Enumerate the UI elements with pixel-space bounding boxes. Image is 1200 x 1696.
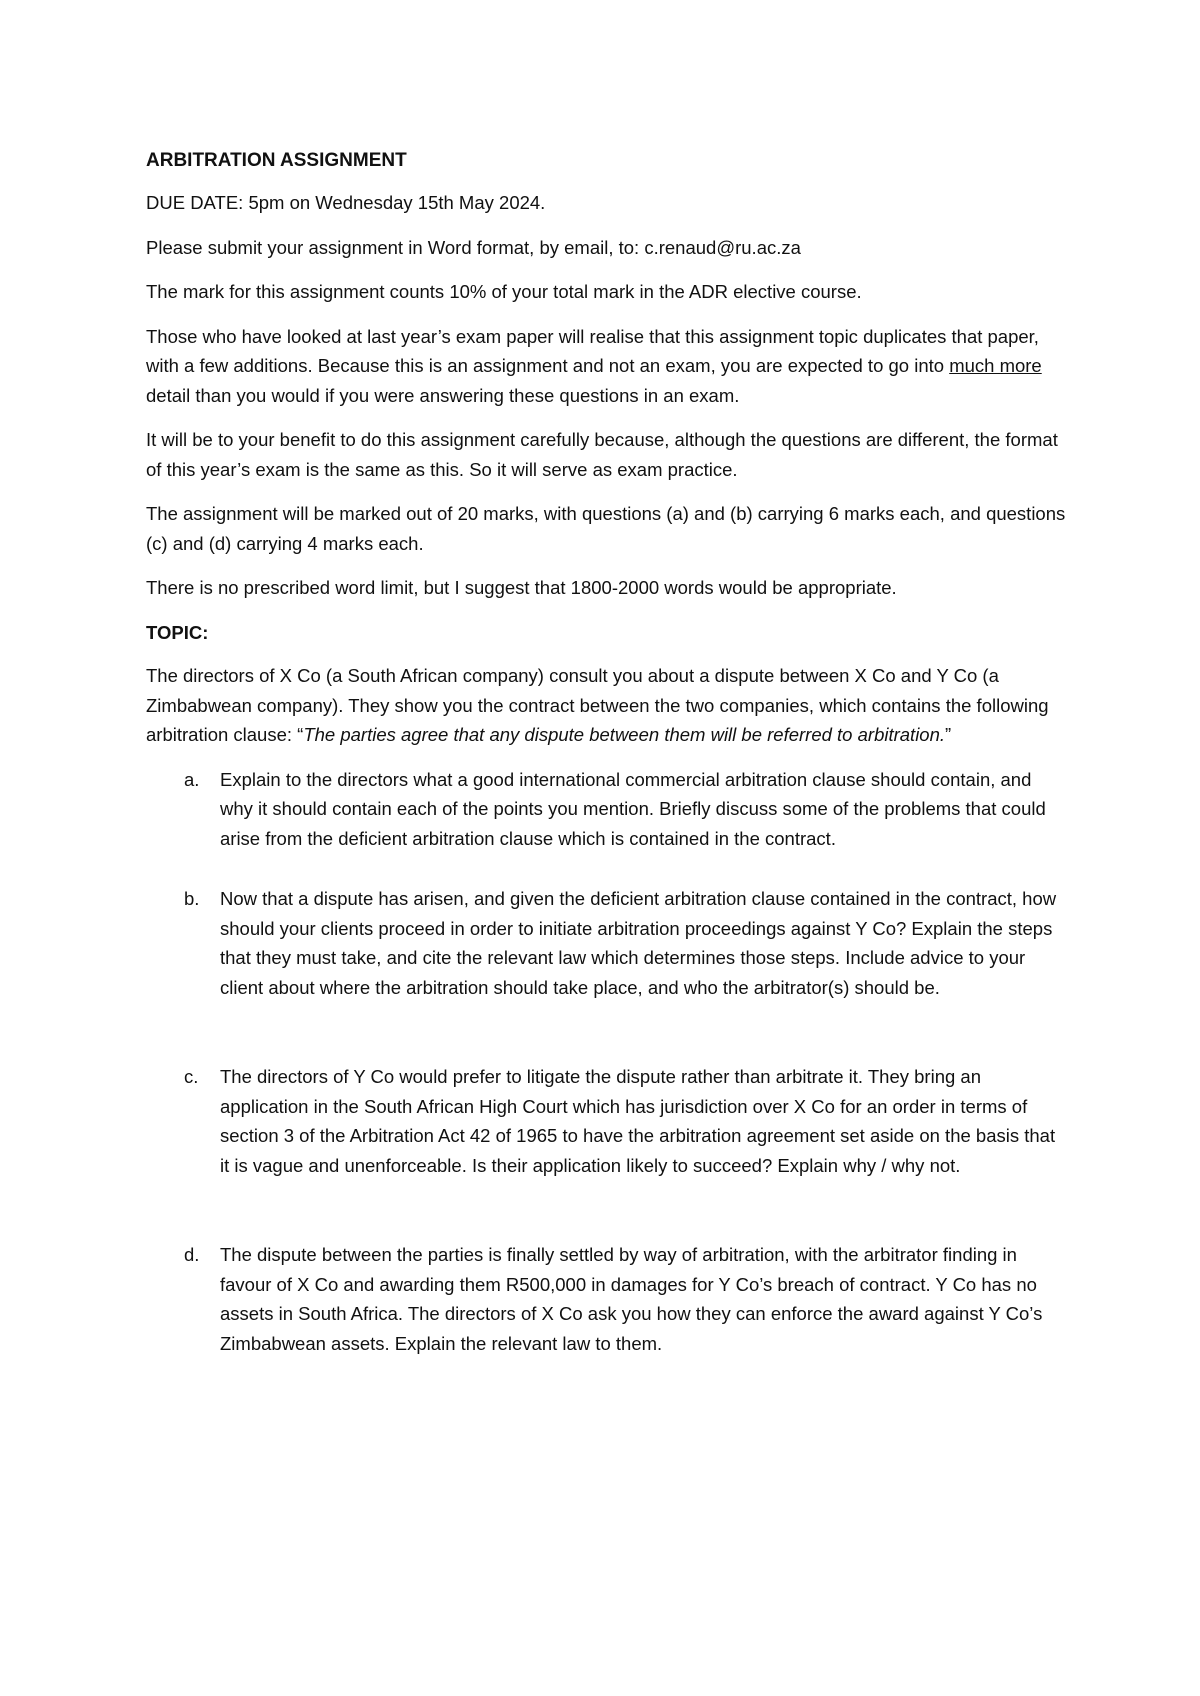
topic-close-quote: ”	[945, 724, 952, 745]
word-limit-note: There is no prescribed word limit, but I suggest that 1800-2000 words would be appropriate.	[146, 577, 897, 598]
marking-scheme: The assignment will be marked out of 20 marks, with questions (a) and (b) carrying 6 marks each, and questions (c) and (d) carrying 4 marks each.	[146, 503, 1066, 554]
mark-weight-note: The mark for this assignment counts 10% of your total mark in the ADR elective course.	[146, 281, 862, 302]
question-marker: d.	[184, 1244, 200, 1265]
question-text: The directors of Y Co would prefer to litigate the dispute rather than arbitrate it. They bring an application in the South African High Court which has jurisdiction over X Co for an order in terms of section 3 of the Arbitration Act 42 of 1965 to have the arbitration agreement set aside on the basis that it is vague and unenforceable. Is their application likely to succeed? Explain why / why not.	[220, 1066, 1056, 1176]
intro-paragraph-2: It will be to your benefit to do this assignment carefully because, although the questions are different, the format of this year’s exam is the same as this. So it will serve as exam practice.	[146, 429, 1058, 480]
topic-paragraph	[146, 661, 1066, 750]
intro-paragraph-1	[146, 322, 1066, 411]
question-marker: a.	[184, 768, 200, 790]
question-text: Now that a dispute has arisen, and given the deficient arbitration clause contained in the contract, how should your clients proceed in order to initiate arbitration proceedings against Y Co? Explain the steps that they must take, and cite the relevant law which determines those steps. Include advice to your client about where the arbitration should take place, and who the arbitrator(s) should be.	[220, 888, 1057, 998]
question-item-b	[146, 884, 1066, 1002]
document-body	[146, 148, 1066, 1358]
question-marker: b.	[184, 888, 200, 909]
question-list	[146, 765, 1066, 1359]
question-text: The dispute between the parties is finally settled by way of arbitration, with the arbitrator finding in favour of X Co and awarding them R500,000 in damages for Y Co’s breach of contract. Y Co has no assets in South Africa. The directors of X Co ask you how they can enforce the award against Y Co’s Zimbabwean assets. Explain the relevant law to them.	[220, 1244, 1043, 1354]
intro-paragraph-1-end: detail than you would if you were answering these questions in an exam.	[146, 384, 740, 406]
topic-text: The directors of X Co (a South African company) consult you about a dispute between X Co and Y Co (a Zimbabwean company). They show you the contract between the two companies, which contains the following arbitration clause: “	[146, 665, 1049, 745]
question-text: Explain to the directors what a good international commercial arbitration clause should contain, and why it should contain each of the points you mention. Briefly discuss some of the problems that could arise from the deficient arbitration clause which is contained in the contract.	[220, 768, 1046, 849]
question-marker: c.	[184, 1066, 199, 1087]
due-date: DUE DATE: 5pm on Wednesday 15th May 2024.	[146, 192, 546, 213]
question-item-a	[146, 765, 1066, 854]
submission-instructions: Please submit your assignment in Word format, by email, to: c.renaud@ru.ac.za	[146, 236, 801, 258]
question-item-c	[146, 1062, 1066, 1180]
intro-paragraph-1-start: Those who have looked at last year’s exam paper will realise that this assignment topic duplicates that paper, with a few additions. Because this is an assignment and not an exam, you are expected to go into	[146, 325, 1039, 376]
intro-underlined-phrase: much more	[949, 355, 1042, 376]
topic-heading: TOPIC:	[146, 621, 209, 643]
question-item-d	[146, 1240, 1066, 1358]
document-title: ARBITRATION ASSIGNMENT	[146, 150, 407, 171]
arbitration-clause-quote: The parties agree that any dispute between them will be referred to arbitration.	[303, 724, 946, 745]
